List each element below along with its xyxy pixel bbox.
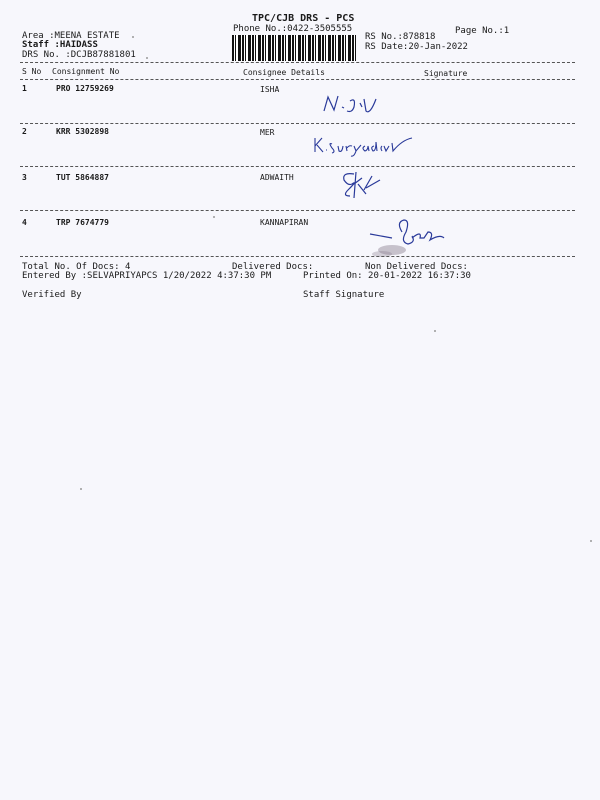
barcode (232, 35, 356, 61)
row-consignee: ADWAITH (260, 173, 294, 182)
page-number: Page No.:1 (455, 26, 510, 36)
drs-number: DRS No. :DCJB87881801 (22, 50, 136, 60)
signature-2 (312, 134, 422, 158)
row-consignment: TRP 7674779 (56, 218, 109, 227)
non-delivered-docs: Non Delivered Docs: (365, 262, 468, 272)
row-consignee: ISHA (260, 85, 280, 94)
delivered-docs: Delivered Docs: (232, 262, 314, 272)
row-consignment: PRO 12759269 (56, 84, 114, 93)
staff-signature: Staff Signature (303, 290, 385, 300)
col-consignee: Consignee Details (243, 68, 325, 77)
printed-on: Printed On: 20-01-2022 16:37:30 (303, 271, 471, 281)
scan-speck (80, 488, 82, 490)
verified-by: Verified By (22, 290, 82, 300)
col-consignment: Consignment No (52, 67, 120, 76)
document-title: TPC/CJB DRS - PCS (252, 13, 355, 24)
divider (20, 123, 575, 124)
rs-date: RS Date:20-Jan-2022 (365, 42, 468, 52)
row-consignee: MER (260, 128, 275, 137)
col-signature: Signature (424, 69, 468, 78)
entered-by: Entered By :SELVAPRIYAPCS 1/20/2022 4:37:30 PM (22, 271, 272, 281)
signature-3 (336, 168, 386, 204)
scan-speck (590, 540, 592, 542)
divider (20, 62, 575, 63)
signature-1 (320, 93, 390, 117)
row-sno: 1 (22, 84, 27, 93)
rs-number: RS No.:878818 (365, 32, 436, 42)
staff-label: Staff :HAIDASS (22, 40, 98, 50)
scan-speck (146, 57, 148, 59)
scan-speck (213, 216, 215, 218)
row-consignee: KANNAPIRAN (260, 218, 309, 227)
divider (20, 256, 575, 257)
divider (20, 166, 575, 167)
row-sno: 2 (22, 127, 27, 136)
row-sno: 3 (22, 173, 27, 182)
row-consignment: TUT 5864887 (56, 173, 109, 182)
row-consignment: KRR 5302898 (56, 127, 109, 136)
scan-speck (132, 36, 134, 38)
total-docs: Total No. Of Docs: 4 (22, 262, 131, 272)
divider (20, 79, 575, 80)
scan-speck (434, 330, 436, 332)
col-sno: S No (22, 67, 42, 76)
area-label: Area :MEENA ESTATE (22, 31, 120, 41)
signature-4 (352, 216, 462, 260)
divider (20, 210, 575, 211)
row-sno: 4 (22, 218, 27, 227)
phone-number: Phone No.:0422-3505555 (233, 24, 353, 34)
